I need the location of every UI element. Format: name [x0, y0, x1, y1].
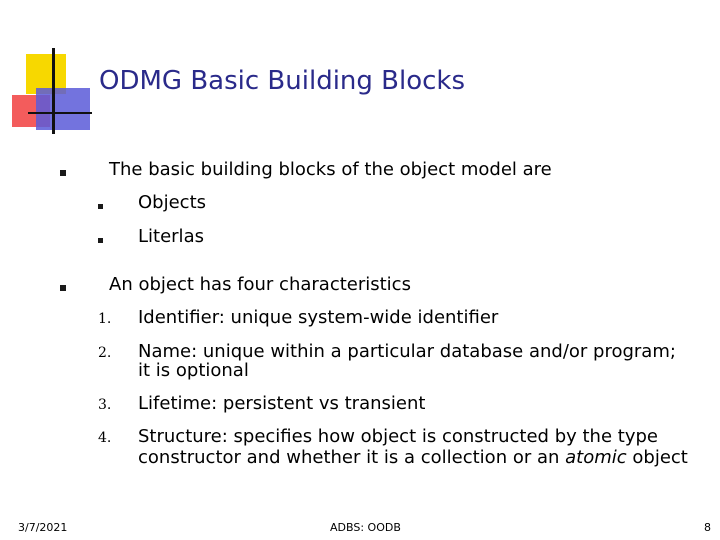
list-number: 2. — [98, 345, 112, 361]
list-item-text-plain: constructor and whether it is a collection or an — [138, 447, 566, 468]
list-number: 1. — [98, 311, 112, 327]
sub-bullet-square-icon — [98, 204, 103, 209]
footer-center-text: ADBS: OODB — [330, 521, 401, 534]
list-number: 3. — [98, 397, 112, 413]
list-item-text-continued — [138, 448, 688, 468]
logo-horizontal-line — [28, 112, 92, 114]
logo-blue-square — [36, 88, 90, 130]
footer-page-number: 8 — [704, 521, 711, 534]
list-item-text: Lifetime: persistent vs transient — [138, 393, 426, 414]
list-item-text: Structure: specifies how object is constructed by the type — [138, 426, 658, 447]
footer-date: 3/7/2021 — [18, 521, 68, 534]
sub-bullet-text: Objects — [138, 192, 207, 213]
sub-bullet-square-icon — [98, 238, 103, 243]
list-item-text-italic: atomic — [565, 447, 627, 468]
logo-vertical-line — [52, 48, 55, 134]
list-item-text-plain: object — [626, 447, 688, 468]
bullet-text: The basic building blocks of the object model are — [109, 159, 552, 180]
slide-logo — [0, 0, 100, 140]
bullet-square-icon — [60, 285, 66, 291]
list-item-text-continued: it is optional — [138, 360, 249, 381]
list-item-text: Identifier: unique system-wide identifier — [138, 307, 499, 328]
bullet-square-icon — [60, 170, 66, 176]
list-number: 4. — [98, 430, 112, 446]
bullet-text: An object has four characteristics — [109, 274, 411, 295]
list-item-text: Name: unique within a particular database and/or program; — [138, 341, 676, 362]
slide-title: ODMG Basic Building Blocks — [99, 66, 466, 96]
sub-bullet-text: Literlas — [138, 226, 204, 247]
